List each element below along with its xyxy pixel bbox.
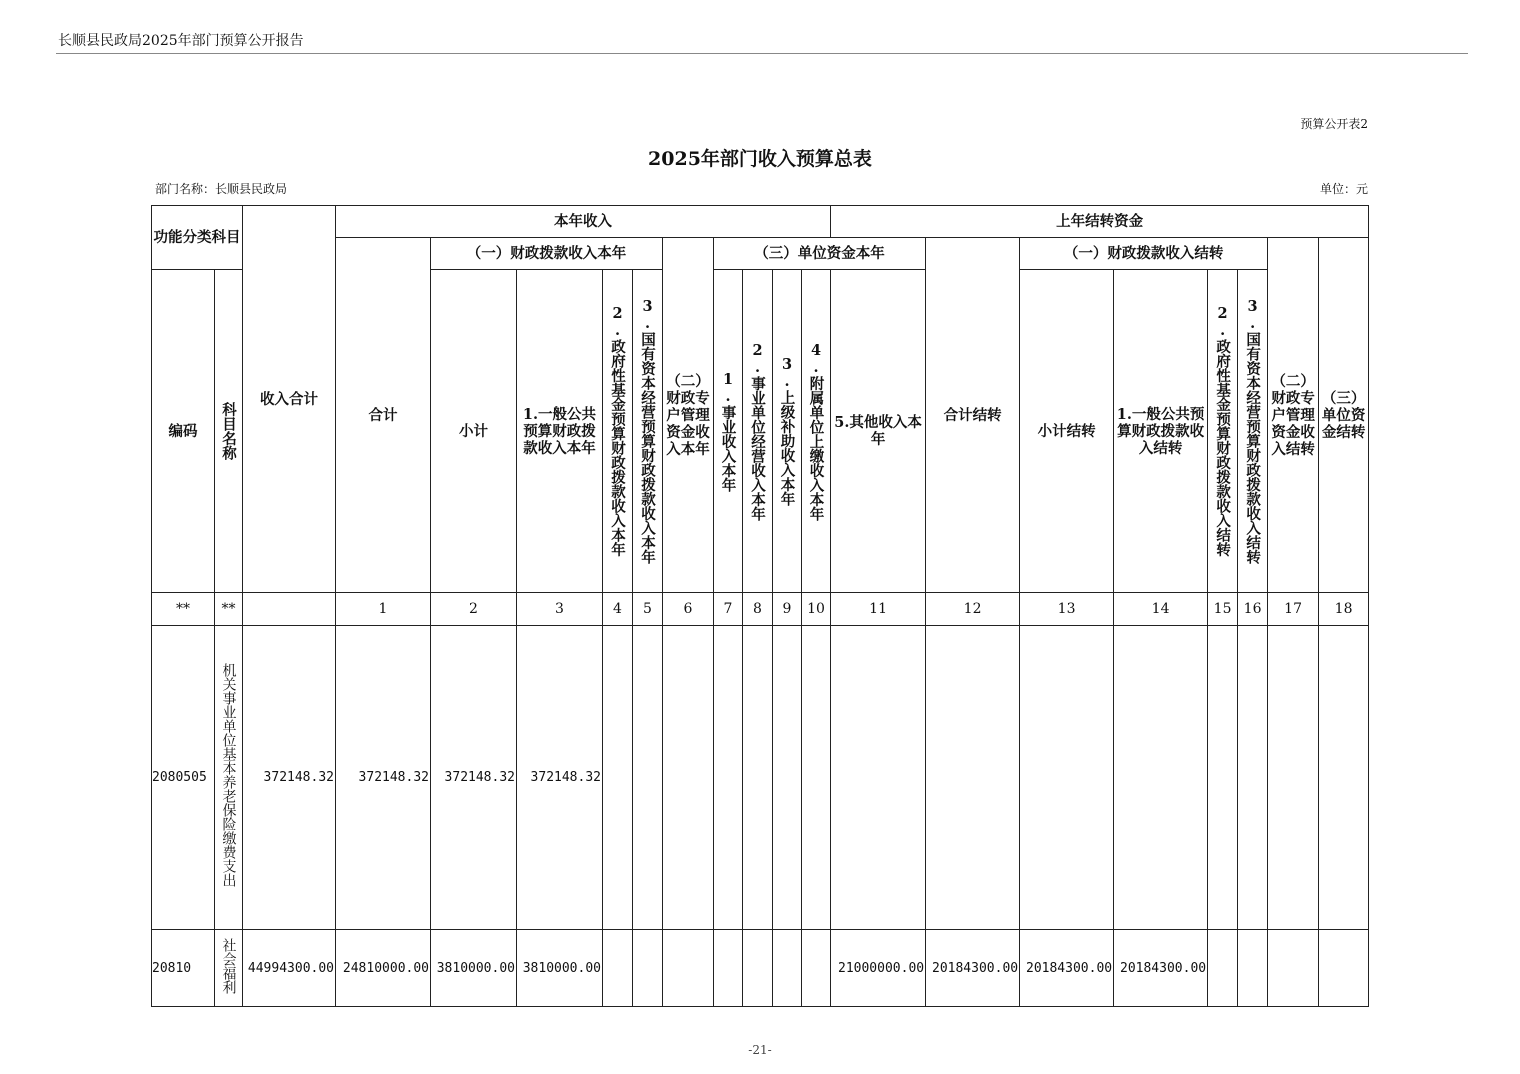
- header-total: 合计: [336, 238, 431, 593]
- row-total-carry: 20184300.00: [926, 930, 1020, 1007]
- index-cell: [243, 593, 336, 626]
- row-superior-subsidy: [773, 626, 802, 930]
- table-row: [152, 626, 1369, 930]
- header-operating-income: 2.事业单位经营收入本年: [743, 270, 773, 593]
- row-subtotal: 372148.32: [431, 626, 517, 930]
- row-business-income: [714, 930, 743, 1007]
- table-row: [152, 930, 1369, 1007]
- page-number: -21-: [748, 1043, 772, 1057]
- header-total-carry: 合计结转: [926, 238, 1020, 593]
- header-gov-fund-carry: 2.政府性基金预算财政拨款收入结转: [1208, 270, 1238, 593]
- index-cell: 4: [603, 593, 633, 626]
- row-affiliated-income: [802, 930, 831, 1007]
- header-state-capital-carry: 3.国有资本经营预算财政拨款收入结转: [1238, 270, 1268, 593]
- header-subtotal-carry: 小计结转: [1020, 270, 1114, 593]
- row-business-income: [714, 626, 743, 930]
- index-cell: 16: [1238, 593, 1268, 626]
- index-cell: **: [152, 593, 215, 626]
- row-income-total: 372148.32: [243, 626, 336, 930]
- index-cell: 17: [1268, 593, 1319, 626]
- row-subtotal-carry: 20184300.00: [1020, 930, 1114, 1007]
- row-general-budget-carry: 20184300.00: [1114, 930, 1208, 1007]
- form-id: 预算公开表2: [1300, 117, 1368, 131]
- row-unit-funds-carry: [1319, 626, 1369, 930]
- header-current-year: 本年收入: [336, 206, 831, 238]
- row-special-account-carry: [1268, 930, 1319, 1007]
- row-operating-income: [743, 626, 773, 930]
- header-subject-name: 科目名称: [215, 270, 243, 593]
- header-prior-carry: 上年结转资金: [831, 206, 1369, 238]
- row-state-capital-carry: [1238, 626, 1268, 930]
- row-total-carry: [926, 626, 1020, 930]
- running-header: 长顺县民政局2025年部门预算公开报告: [58, 33, 304, 49]
- row-state-capital: [633, 930, 663, 1007]
- page-title: 2025年部门收入预算总表: [648, 148, 872, 170]
- row-code: 2080505: [152, 626, 215, 930]
- index-cell: 12: [926, 593, 1020, 626]
- row-special-account: [663, 930, 714, 1007]
- index-cell: 15: [1208, 593, 1238, 626]
- row-subject-name: [215, 930, 243, 1007]
- row-other-income: 21000000.00: [831, 930, 926, 1007]
- row-affiliated-income: [802, 626, 831, 930]
- header-gov-fund: 2.政府性基金预算财政拨款收入本年: [603, 270, 633, 593]
- header-rule: [56, 53, 1468, 54]
- index-cell: 13: [1020, 593, 1114, 626]
- index-cell: 7: [714, 593, 743, 626]
- index-cell: 6: [663, 593, 714, 626]
- header-code: 编码: [152, 270, 215, 593]
- index-cell: 8: [743, 593, 773, 626]
- department-label: 部门名称：长顺县民政局: [155, 182, 288, 196]
- index-cell: 11: [831, 593, 926, 626]
- row-subtotal-carry: [1020, 626, 1114, 930]
- row-general-budget-carry: [1114, 626, 1208, 930]
- index-cell: 9: [773, 593, 802, 626]
- header-other-income: 5.其他收入本年: [831, 270, 926, 593]
- index-cell: 14: [1114, 593, 1208, 626]
- header-income-total: 收入合计: [243, 206, 336, 593]
- index-row: [152, 593, 1369, 626]
- row-subject-name-text: 社会福利: [220, 937, 237, 994]
- index-cell: 18: [1319, 593, 1369, 626]
- row-subtotal: 3810000.00: [431, 930, 517, 1007]
- row-gov-fund-carry: [1208, 930, 1238, 1007]
- row-state-capital-carry: [1238, 930, 1268, 1007]
- header-business-income: 1.事业收入本年: [714, 270, 743, 593]
- row-state-capital: [633, 626, 663, 930]
- row-other-income: [831, 626, 926, 930]
- row-general-budget: 372148.32: [517, 626, 603, 930]
- row-general-budget: 3810000.00: [517, 930, 603, 1007]
- header-special-account-carry: （二）财政专户管理资金收入结转: [1268, 238, 1319, 593]
- header-general-budget-carry: 1.一般公共预算财政拨款收入结转: [1114, 270, 1208, 593]
- index-cell: 5: [633, 593, 663, 626]
- row-operating-income: [743, 930, 773, 1007]
- header-unit-funds-carry: （三）单位资金结转: [1319, 238, 1369, 593]
- header-affiliated-income: 4.附属单位上缴收入本年: [802, 270, 831, 593]
- index-cell: 2: [431, 593, 517, 626]
- header-special-account: （二）财政专户管理资金收入本年: [663, 238, 714, 593]
- row-unit-funds-carry: [1319, 930, 1369, 1007]
- row-total: 372148.32: [336, 626, 431, 930]
- row-gov-fund: [603, 930, 633, 1007]
- header-state-capital: 3.国有资本经营预算财政拨款收入本年: [633, 270, 663, 593]
- index-cell: 1: [336, 593, 431, 626]
- header-superior-subsidy: 3.上级补助收入本年: [773, 270, 802, 593]
- row-gov-fund: [603, 626, 633, 930]
- row-income-total: 44994300.00: [243, 930, 336, 1007]
- row-subject-name-text: 机关事业单位基本养老保险缴费支出: [220, 663, 237, 887]
- header-subtotal: 小计: [431, 270, 517, 593]
- row-total: 24810000.00: [336, 930, 431, 1007]
- index-cell: 10: [802, 593, 831, 626]
- row-special-account: [663, 626, 714, 930]
- unit-label: 单位：元: [1319, 182, 1368, 196]
- income-budget-table: [151, 205, 1369, 1007]
- header-fiscal-grant-carry: （一）财政拨款收入结转: [1020, 238, 1268, 270]
- row-gov-fund-carry: [1208, 626, 1238, 930]
- row-special-account-carry: [1268, 626, 1319, 930]
- index-cell: **: [215, 593, 243, 626]
- header-general-budget: 1.一般公共预算财政拨款收入本年: [517, 270, 603, 593]
- row-subject-name: [215, 626, 243, 930]
- header-func-group: 功能分类科目: [152, 206, 243, 270]
- header-unit-funds: （三）单位资金本年: [714, 238, 926, 270]
- row-superior-subsidy: [773, 930, 802, 1007]
- header-fiscal-grant: （一）财政拨款收入本年: [431, 238, 663, 270]
- row-code: 20810: [152, 930, 215, 1007]
- index-cell: 3: [517, 593, 603, 626]
